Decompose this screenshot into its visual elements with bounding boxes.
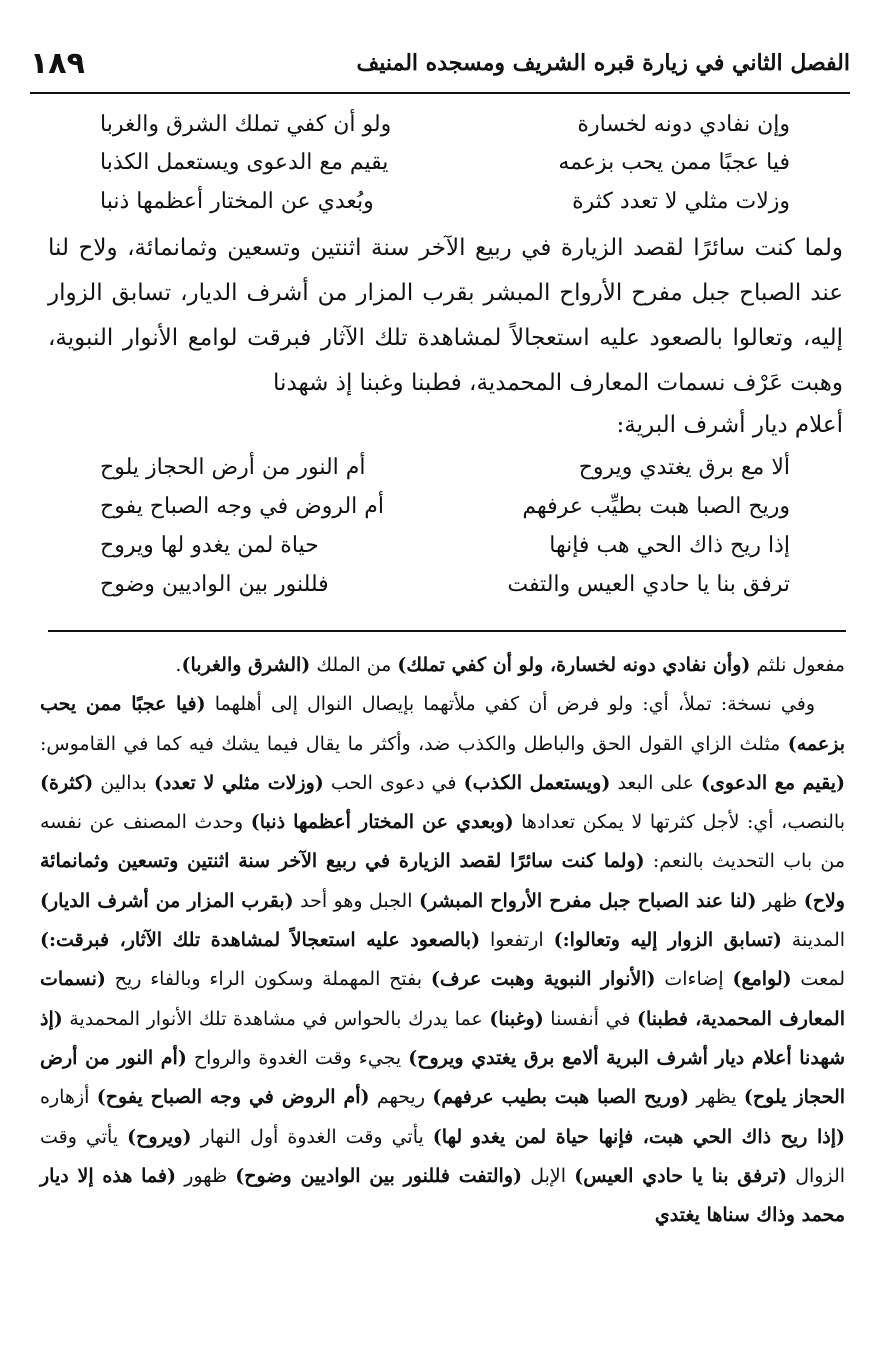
commentary-lemma: (إذ شهدنا أعلام ديار أشرف البرية ألامع برق يغتدي ويروح) xyxy=(40,1007,845,1069)
poem2-verse xyxy=(100,494,790,534)
commentary-text: وحدث المصنف عن نفسه من باب التحديث بالنعم: xyxy=(40,811,846,873)
commentary-lemma: (وريح الصبا هبت بطيب عرفهم) xyxy=(432,1086,690,1109)
verse-first-hemistich: وزلات مثلي لا تعدد كثرة xyxy=(572,189,790,214)
commentary-text: الجبل وهو أحد xyxy=(293,889,419,912)
commentary-text: يجيء وقت الغدوة والرواح xyxy=(186,1046,409,1069)
commentary-lemma: (نسمات المعارف المحمدية، فطبنا) xyxy=(40,968,845,1030)
commentary-text: أزهاره xyxy=(40,1086,97,1109)
commentary-text: مثلث الزاي القول الحق والباطل والكذب ضد، وأكثر ما يقال فيما يشك فيه كما في القاموس: xyxy=(40,732,788,755)
page-number: ١٨٩ xyxy=(30,46,85,81)
commentary-lemma: (ويروح) xyxy=(127,1125,192,1148)
verse-first-hemistich: إذا ريح ذاك الحي هب فإنها xyxy=(549,533,790,558)
commentary-text: بالنصب، أي: لأجل كثرتها لا يمكن تعدادها xyxy=(513,811,845,834)
verse-second-hemistich: فللنور بين الواديين وضوح xyxy=(100,572,329,597)
poem-intro-line: أعلام ديار أشرف البرية: xyxy=(616,412,843,438)
page-header xyxy=(30,40,850,94)
commentary-lemma: (والتفت فللنور بين الواديين وضوح) xyxy=(235,1164,523,1187)
commentary-text: ريحهم xyxy=(369,1086,433,1109)
commentary-lemma: (أم الروض في وجه الصباح يفوح) xyxy=(96,1086,370,1109)
verse-second-hemistich: أم النور من أرض الحجاز يلوح xyxy=(100,455,366,480)
commentary-lemma: (ويستعمل الكذب) xyxy=(463,771,611,794)
running-head: الفصل الثاني في زيارة قبره الشريف ومسجده المنيف xyxy=(356,50,850,76)
commentary-lemma: (لنا عند الصباح جبل مفرح الأرواح المبشر) xyxy=(418,889,757,912)
commentary-text: المدينة xyxy=(781,929,846,952)
commentary-lemma: (الأنوار النبوية وهبت عرف) xyxy=(430,968,656,991)
commentary-text: من الملك xyxy=(310,654,398,676)
poem2-verse xyxy=(100,533,790,573)
commentary-lemma: (وزلات مثلي لا تعدد) xyxy=(153,771,324,794)
commentary-lemma: (فيا عجبًا ممن يحب بزعمه) xyxy=(40,693,845,755)
poem1-verse xyxy=(100,150,790,190)
commentary-lemma: (ولما كنت سائرًا لقصد الزيارة في ربيع الآخر سنة اثنتين وتسعين وثمانمائة ولاح) xyxy=(40,850,845,912)
commentary-lemma: (ترفق بنا يا حادي العيس) xyxy=(574,1164,787,1187)
commentary-lemma: (وغبنا) xyxy=(489,1007,544,1030)
commentary-lemma: (إذا ريح ذاك الحي هبت، فإنها حياة لمن يغدو لها) xyxy=(432,1125,845,1148)
commentary-text: وفي نسخة: تملأ، أي: ولو فرض أن كفي ملأتهما بإيصال النوال إلى أهلهما xyxy=(205,693,815,716)
commentary-text: يأتي وقت الغدوة أول النهار xyxy=(191,1125,433,1148)
commentary-text: على البعد xyxy=(610,771,702,794)
poem1-verse xyxy=(100,189,790,229)
commentary-text: ظهر xyxy=(756,889,804,912)
commentary-text: مفعول نلثم xyxy=(750,654,845,676)
commentary-lemma: (أم النور من أرض الحجاز يلوح) xyxy=(40,1046,846,1109)
commentary-text: . xyxy=(175,654,182,676)
commentary-text: لمعت xyxy=(791,968,846,991)
prose-paragraph: ولما كنت سائرًا لقصد الزيارة في ربيع الآخر سنة اثنتين وتسعين وثمانمائة، ولاح لنا عند الصباح جبل مفرح الأرواح المبشر بقرب المزار من أشرف الديار، تسابق الزوار إليه، وتعالوا بالصعود عليه استعجالاً لمشاهدة تلك الآثار فبرقت لوامع الأنوار النبوية، وهبت عَرْف نسمات المعارف المحمدية، فطبنا وغبنا إذ شهدنا xyxy=(48,235,843,396)
commentary-text: في أنفسنا xyxy=(543,1007,638,1030)
commentary-text: إضاءات xyxy=(655,968,733,991)
commentary-lemma: (لوامع) xyxy=(732,968,792,991)
verse-second-hemistich: يقيم مع الدعوى ويستعمل الكذبا xyxy=(100,150,389,175)
commentary-text: ظهور xyxy=(175,1164,236,1187)
verse-second-hemistich: وبُعدي عن المختار أعظمها ذنبا xyxy=(100,189,374,214)
verse-first-hemistich: ألا مع برق يغتدي ويروح xyxy=(578,455,790,480)
commentary-lemma: (وبعدي عن المختار أعظمها ذنبا) xyxy=(250,811,514,834)
commentary-text: يظهر xyxy=(689,1086,744,1109)
verse-second-hemistich: أم الروض في وجه الصباح يفوح xyxy=(100,494,385,519)
footnote-divider xyxy=(48,630,846,632)
verse-first-hemistich: ترفق بنا يا حادي العيس والتفت xyxy=(507,572,790,597)
commentary-lemma: (يقيم مع الدعوى) xyxy=(701,771,846,794)
commentary-text: بفتح المهملة وسكون الراء وبالفاء ريح xyxy=(105,968,431,991)
commentary-text: يأتي وقت الزوال xyxy=(40,1125,846,1187)
commentary-text: الإبل xyxy=(522,1164,575,1187)
commentary-lemma: (فما هذه إلا ديار محمد وذاك سناها يغتدي xyxy=(40,1164,845,1227)
commentary-lemma: (كثرة) xyxy=(40,771,94,794)
commentary-lemma: (بالصعود عليه استعجالاً لمشاهدة تلك الآثار، فبرقت:) xyxy=(40,929,481,952)
commentary-lemma: (تسابق الزوار إليه وتعالوا:) xyxy=(553,929,782,952)
verse-second-hemistich: ولو أن كفي تملك الشرق والغربا xyxy=(100,112,392,137)
commentary-text: بدالين xyxy=(93,771,154,794)
commentary-paragraph xyxy=(40,646,845,685)
commentary-lemma: (وأن نفادي دونه لخسارة، ولو أن كفي تملك) xyxy=(397,654,751,676)
commentary-paragraph xyxy=(40,685,845,1235)
commentary-lemma: (بقرب المزار من أشرف الديار) xyxy=(40,889,294,912)
commentary-section xyxy=(40,646,845,1235)
commentary-text: عما يدرك بالحواس في مشاهدة تلك الأنوار المحمدية xyxy=(62,1007,490,1030)
verse-first-hemistich: وإن نفادي دونه لخسارة xyxy=(577,112,790,137)
commentary-text: ارتفعوا xyxy=(480,929,554,952)
commentary-lemma: (الشرق والغربا) xyxy=(181,654,311,676)
verse-first-hemistich: وريح الصبا هبت بطيِّب عرفهم xyxy=(522,494,790,519)
poem2-verse xyxy=(100,455,790,495)
commentary-text: في دعوى الحب xyxy=(323,771,464,794)
verse-first-hemistich: فيا عجبًا ممن يحب بزعمه xyxy=(558,150,790,175)
poem1-verse xyxy=(100,112,790,152)
verse-second-hemistich: حياة لمن يغدو لها ويروح xyxy=(100,533,319,558)
poem2-verse xyxy=(100,572,790,612)
